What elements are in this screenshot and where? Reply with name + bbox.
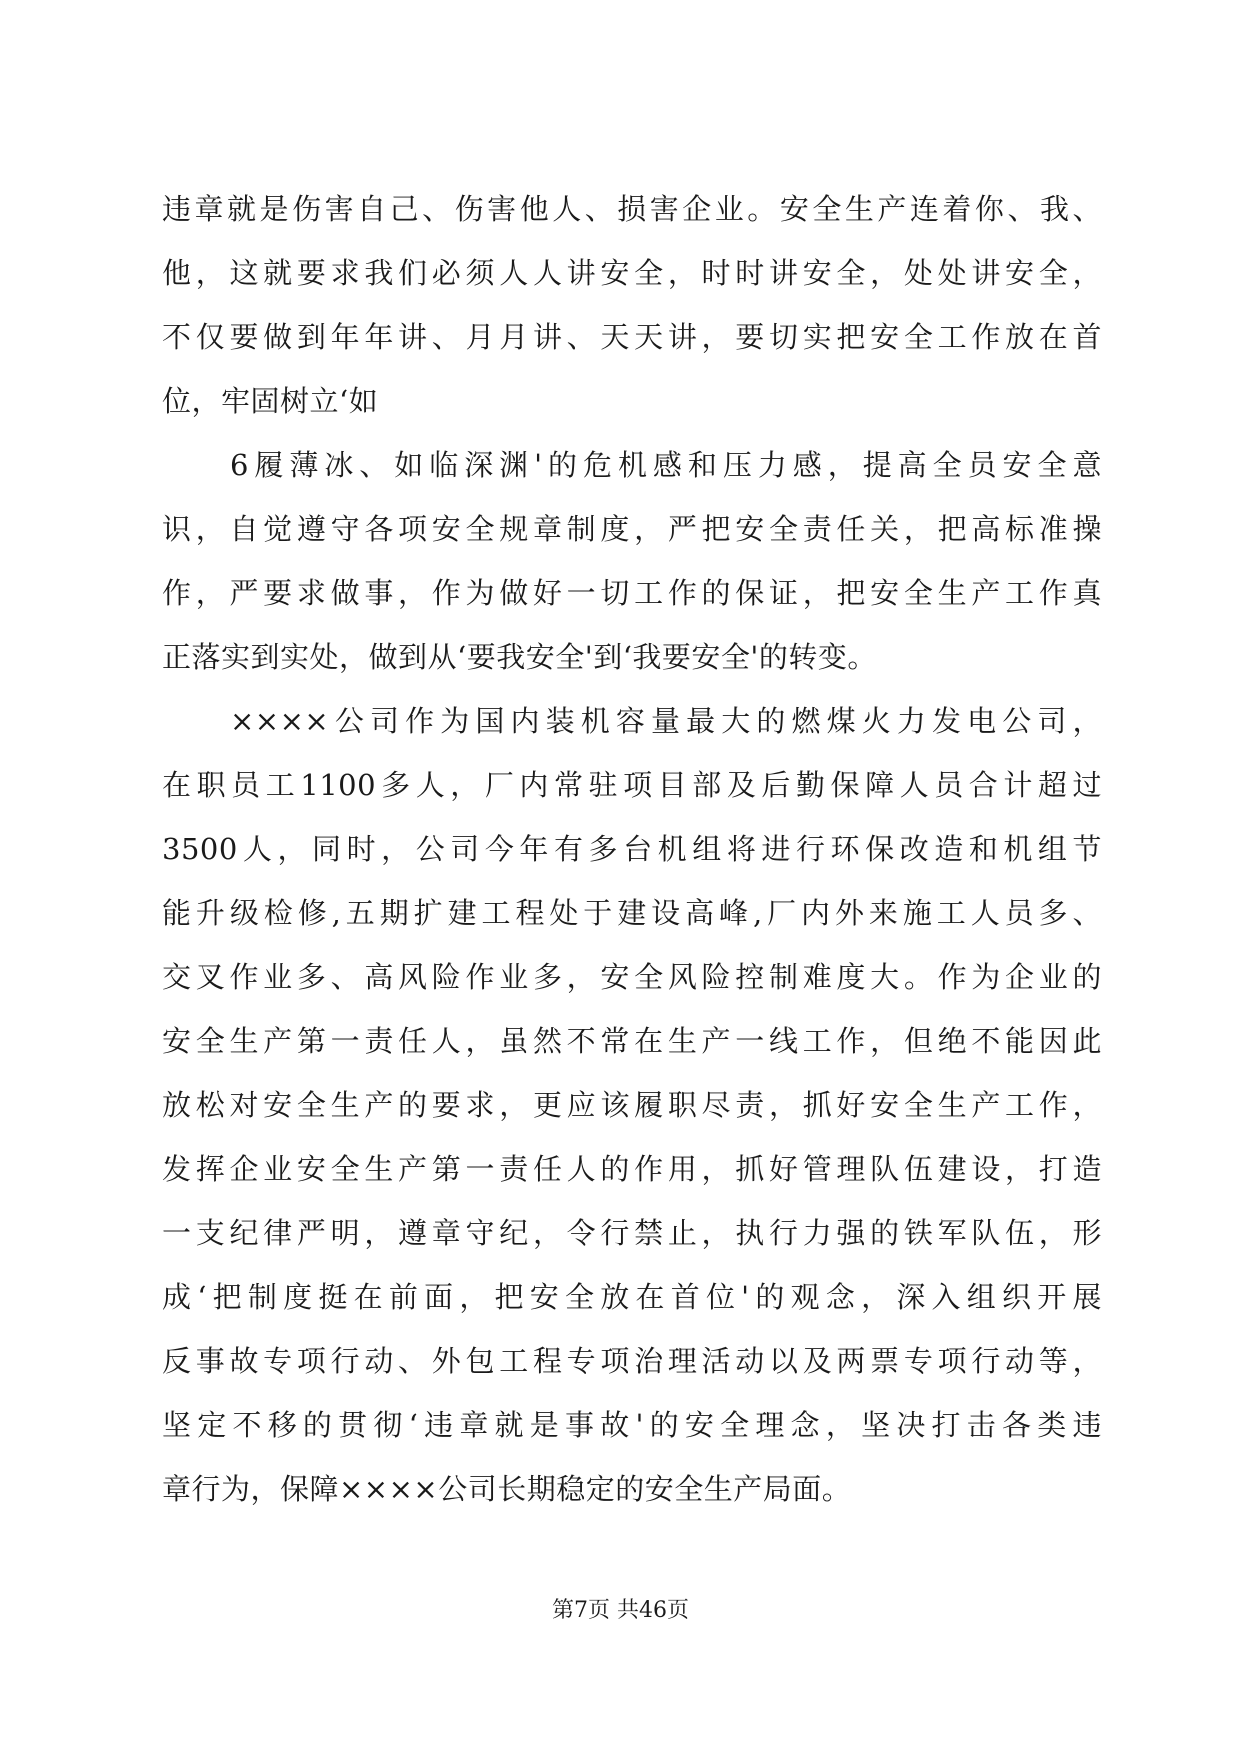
text-line: 在职员工1100多人，厂内常驻项目部及后勤保障人员合计超过 (162, 768, 1102, 802)
text-line: 一支纪律严明，遵章守纪，令行禁止，执行力强的铁军队伍，形 (162, 1216, 1102, 1250)
text-line: 反事故专项行动、外包工程专项治理活动以及两票专项行动等， (162, 1344, 1102, 1378)
text-line: 成‘把制度挺在前面，把安全放在首位'的观念，深入组织开展 (162, 1280, 1102, 1314)
text-line: 位，牢固树立‘如 (162, 384, 379, 418)
text-line: 发挥企业安全生产第一责任人的作用，抓好管理队伍建设，打造 (162, 1152, 1102, 1186)
text-line: ××××公司作为国内装机容量最大的燃煤火力发电公司， (230, 704, 1102, 738)
text-line: 章行为，保障××××公司长期稳定的安全生产局面。 (162, 1472, 852, 1506)
document-body (162, 177, 1102, 1521)
text-line: 放松对安全生产的要求，更应该履职尽责，抓好安全生产工作， (162, 1088, 1102, 1122)
text-line: 识，自觉遵守各项安全规章制度，严把安全责任关，把高标准操 (162, 512, 1102, 546)
text-line: 不仅要做到年年讲、月月讲、天天讲，要切实把安全工作放在首 (162, 320, 1102, 354)
text-line: 安全生产第一责任人，虽然不常在生产一线工作，但绝不能因此 (162, 1024, 1102, 1058)
text-line: 他，这就要求我们必须人人讲安全，时时讲安全，处处讲安全， (162, 256, 1102, 290)
text-line: 正落实到实处，做到从‘要我安全'到‘我要安全'的转变。 (162, 640, 877, 674)
text-line: 交叉作业多、高风险作业多，安全风险控制难度大。作为企业的 (162, 960, 1102, 994)
text-line: 能升级检修,五期扩建工程处于建设高峰,厂内外来施工人员多、 (162, 896, 1102, 930)
text-line: 3500人，同时，公司今年有多台机组将进行环保改造和机组节 (162, 832, 1102, 866)
page-number-footer: 第7页 共46页 (552, 1598, 689, 1623)
text-line: 坚定不移的贯彻‘违章就是事故'的安全理念，坚决打击各类违 (162, 1408, 1102, 1442)
text-line: 6履薄冰、如临深渊'的危机感和压力感，提高全员安全意 (230, 448, 1102, 482)
text-line: 作，严要求做事，作为做好一切工作的保证，把安全生产工作真 (162, 576, 1102, 610)
text-line: 违章就是伤害自己、伤害他人、损害企业。安全生产连着你、我、 (162, 192, 1102, 226)
